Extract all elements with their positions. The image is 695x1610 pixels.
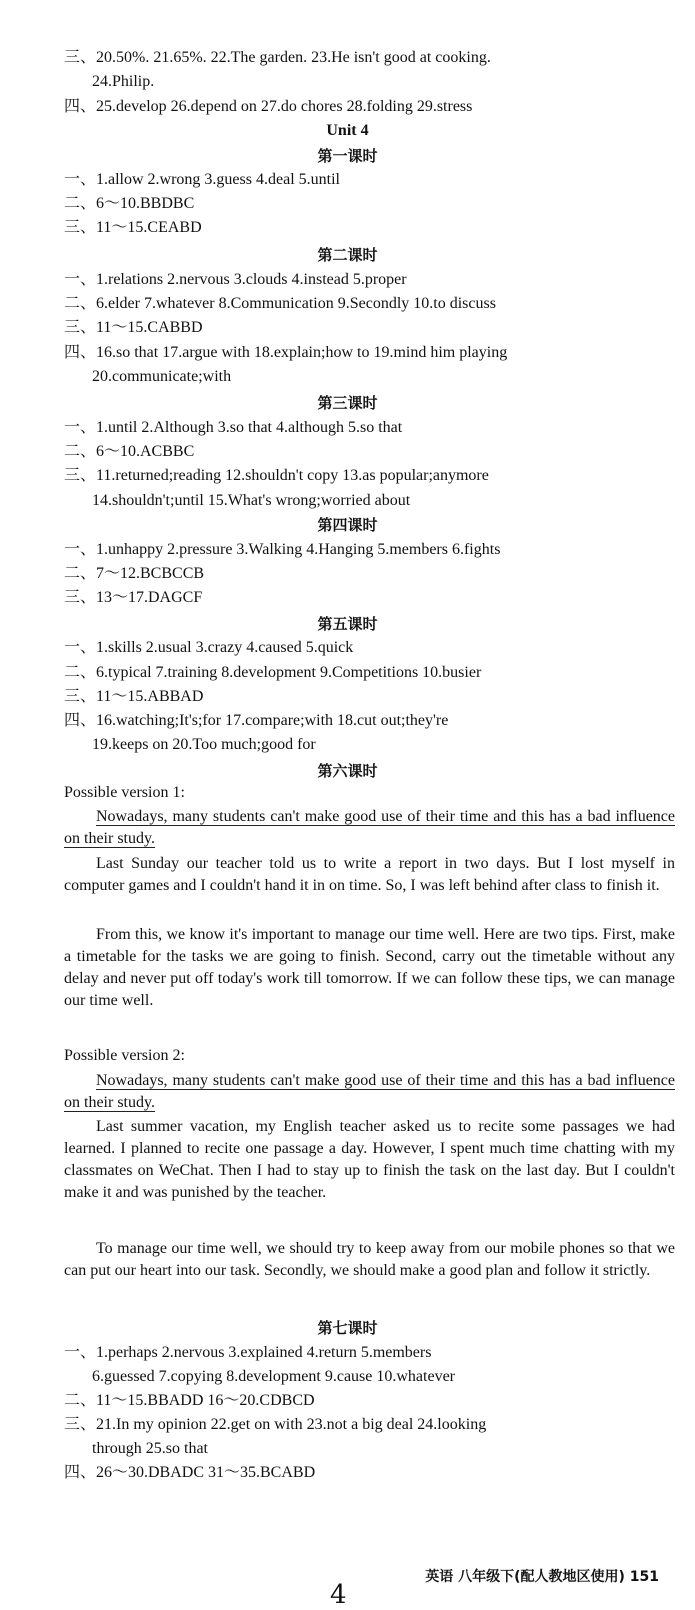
answer-line: 二、11～15.BBADD 16～20.CDBCD	[64, 1392, 315, 1409]
lesson-title: 第六课时	[317, 762, 378, 780]
unit-title: Unit 4	[326, 122, 369, 139]
answer-line: 19.keeps on 20.Too much;good for	[92, 736, 316, 753]
answer-line: 四、16.so that 17.argue with 18.explain;how to 19.mind him playing	[64, 344, 508, 361]
answer-line: 三、11～15.CEABD	[64, 219, 202, 236]
answer-line: 一、1.relations 2.nervous 3.clouds 4.instead 5.proper	[64, 271, 407, 288]
lesson-title: 第七课时	[317, 1319, 378, 1337]
version-label: Possible version 1:	[64, 784, 185, 801]
essay-paragraph: To manage our time well, we should try to keep away from our mobile phones so that we can put our heart into our task. Secondly, we should make a good plan and follow it strictly.	[64, 1240, 675, 1279]
answer-line: through 25.so that	[92, 1440, 208, 1457]
answer-line: 一、1.perhaps 2.nervous 3.explained 4.return 5.members	[64, 1344, 432, 1361]
answer-line: 三、21.In my opinion 22.get on with 23.not a big deal 24.looking	[64, 1416, 487, 1433]
answer-line: 四、25.develop 26.depend on 27.do chores 28.folding 29.stress	[64, 98, 473, 115]
answer-line: 14.shouldn't;until 15.What's wrong;worried about	[92, 492, 411, 509]
page-footer: 英语 八年级下(配人教地区使用) 151	[425, 1569, 659, 1585]
lesson-title: 第四课时	[317, 516, 378, 534]
answer-line: 20.communicate;with	[92, 368, 232, 385]
answer-line: 一、1.unhappy 2.pressure 3.Walking 4.Hanging 5.members 6.fights	[64, 541, 501, 558]
essay-paragraph: Last summer vacation, my English teacher asked us to recite some passages we had learned. I planned to recite one passage a day. However, I spent much time chatting with my classmates on WeChat. Then I had to stay up to finish the task on the last day. But I couldn't make it and was punished by the teacher.	[64, 1118, 675, 1201]
answer-line: 三、11～15.ABBAD	[64, 688, 204, 705]
essay-paragraph	[64, 1070, 675, 1114]
answer-line: 二、6～10.BBDBC	[64, 195, 195, 212]
answer-line: 四、26～30.DBADC 31～35.BCABD	[64, 1464, 316, 1481]
underlined-topic-sentence: Nowadays, many students can't make good use of their time and this has a bad influence on their study.	[64, 808, 675, 847]
answer-line: 24.Philip.	[92, 73, 155, 90]
answer-line: 三、11～15.CABBD	[64, 319, 203, 336]
answer-line: 二、6.elder 7.whatever 8.Communication 9.Secondly 10.to discuss	[64, 295, 496, 312]
answer-line: 二、7～12.BCBCCB	[64, 565, 205, 582]
handwritten-mark: 4	[330, 1580, 347, 1610]
answer-line: 一、1.allow 2.wrong 3.guess 4.deal 5.until	[64, 171, 340, 188]
answer-line: 一、1.skills 2.usual 3.crazy 4.caused 5.quick	[64, 639, 354, 656]
answer-line: 二、6.typical 7.training 8.development 9.Competitions 10.busier	[64, 664, 482, 681]
essay-paragraph: From this, we know it's important to manage our time well. Here are two tips. First, make a timetable for the tasks we are going to finish. Second, carry out the timetable without any delay and never put off today's work till tomorrow. If we can follow these tips, we can manage our time well.	[64, 926, 675, 1009]
lesson-title: 第三课时	[317, 394, 378, 412]
lesson-title: 第一课时	[317, 147, 378, 165]
answer-line: 三、11.returned;reading 12.shouldn't copy 13.as popular;anymore	[64, 467, 489, 484]
answer-line: 一、1.until 2.Although 3.so that 4.although 5.so that	[64, 419, 403, 436]
lesson-title: 第二课时	[317, 246, 378, 264]
answer-line: 三、13～17.DAGCF	[64, 589, 203, 606]
answer-line: 6.guessed 7.copying 8.development 9.cause 10.whatever	[92, 1368, 456, 1385]
essay-paragraph	[64, 806, 675, 850]
version-label: Possible version 2:	[64, 1047, 185, 1064]
underlined-topic-sentence: Nowadays, many students can't make good use of their time and this has a bad influence on their study.	[64, 1072, 675, 1111]
essay-paragraph: Last Sunday our teacher told us to write a report in two days. But I lost myself in computer games and I couldn't hand it in on time. So, I was left behind after class to finish it.	[64, 855, 675, 894]
lesson-title: 第五课时	[317, 615, 378, 633]
answer-line: 三、20.50%. 21.65%. 22.The garden. 23.He isn't good at cooking.	[64, 49, 491, 66]
answer-line: 二、6～10.ACBBC	[64, 443, 195, 460]
answer-line: 四、16.watching;It's;for 17.compare;with 18.cut out;they're	[64, 712, 449, 729]
